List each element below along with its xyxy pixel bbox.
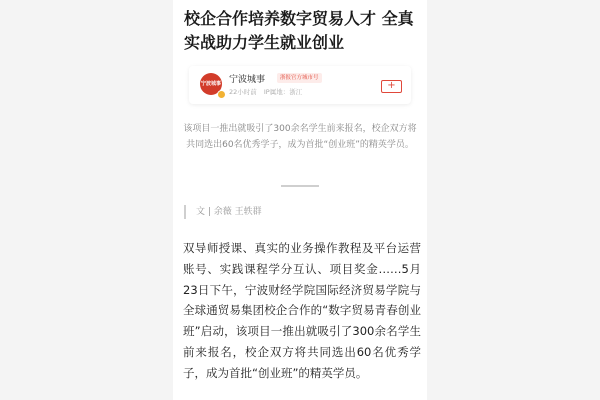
verified-badge-icon — [217, 90, 226, 99]
article-page — [173, 0, 427, 400]
article-summary: 该项目一推出就吸引了300余名学生前来报名，校企双方将共同选出60名优秀学子，成为首批“创业班”的精英学员。 — [183, 124, 417, 150]
article-author: 文 | 余薇 王轶群 — [184, 205, 262, 219]
account-card[interactable] — [189, 66, 411, 104]
section-divider — [281, 185, 319, 187]
follow-button[interactable]: + — [381, 80, 402, 93]
account-meta — [229, 87, 307, 96]
publish-time: 22小时前 — [229, 88, 257, 96]
account-avatar[interactable]: 宁波城事 — [200, 73, 222, 95]
ip-location: IP属地：浙江 — [263, 88, 303, 96]
article-body: 双导师授课、真实的业务操作教程及平台运营账号、实践课程学分互认、项目奖金……5月23日下午，宁波财经学院国际经济贸易学院与全球通贸易集团校企合作的“数字贸易青春创业班”启动，该项目一推出就吸引了300余名学生前来报名，校企双方将共同选出60名优秀学子，成为首批“创业班”的精英学员。 — [183, 241, 421, 380]
account-name[interactable]: 宁波城事 — [229, 75, 266, 85]
account-official-badge: 浙报官方城市号 — [277, 73, 322, 83]
article-title: 校企合作培养数字贸易人才 全真实战助力学生就业创业 — [184, 9, 414, 52]
